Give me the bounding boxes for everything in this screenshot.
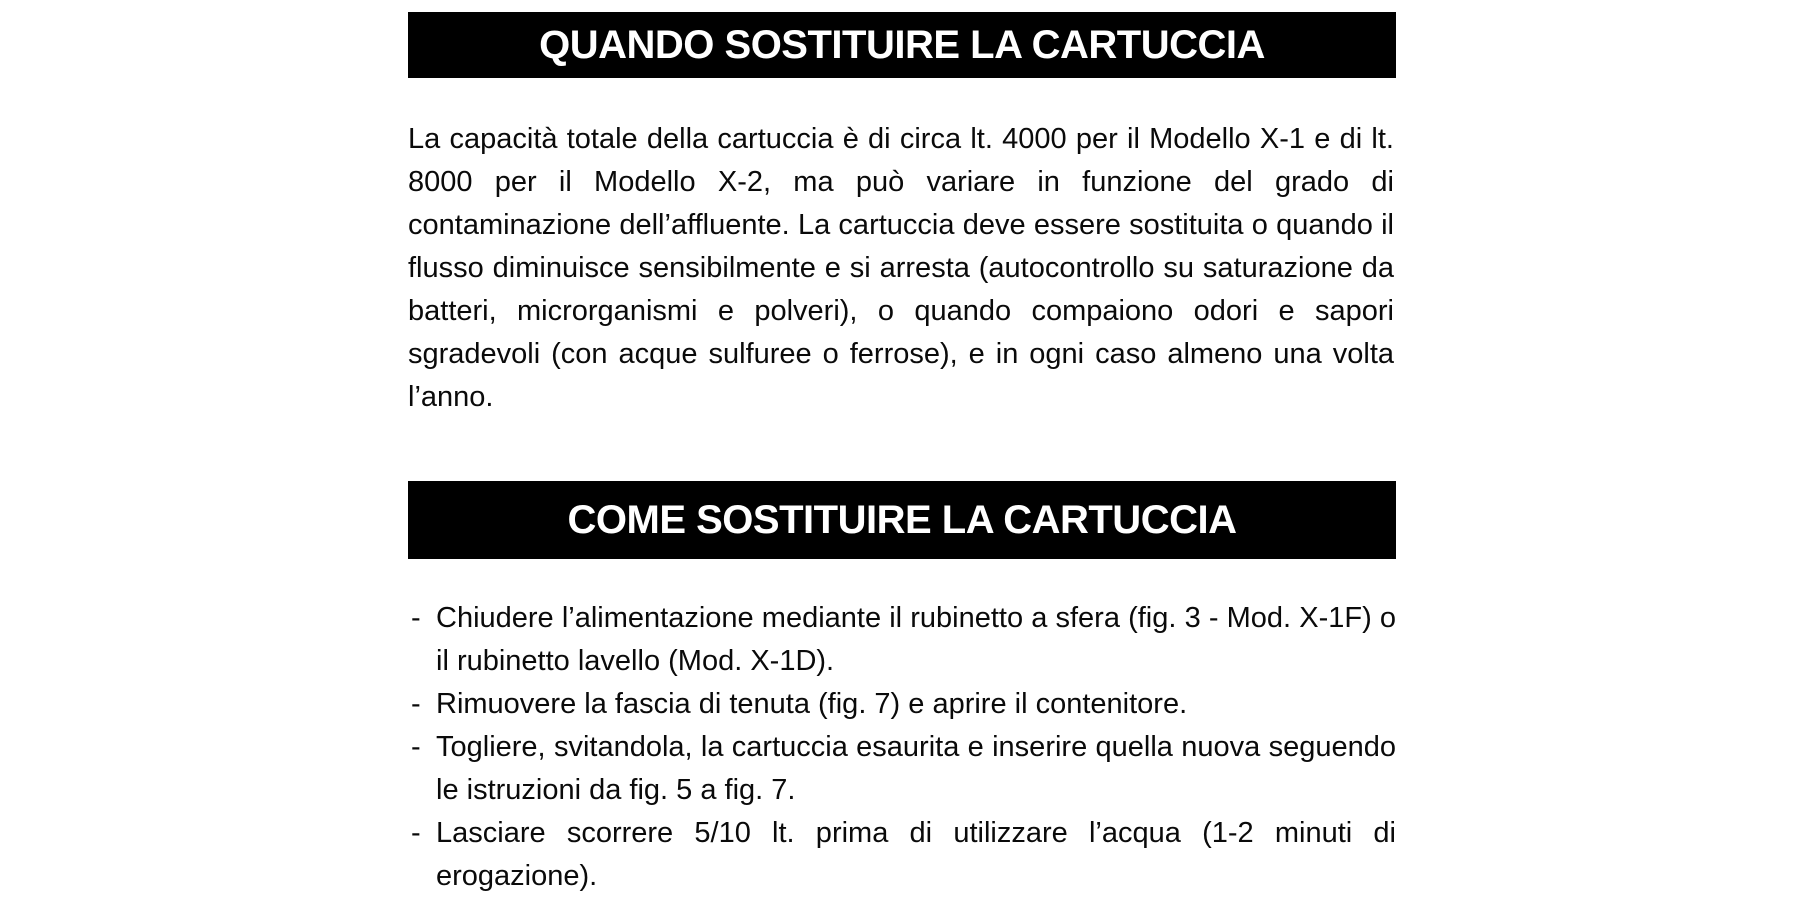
step-flush-water (408, 812, 1396, 898)
step-replace-cartridge (408, 726, 1396, 812)
section-title-when: QUANDO SOSTITUIRE LA CARTUCCIA (408, 12, 1396, 78)
replacement-timing-paragraph: La capacità totale della cartuccia è di circa lt. 4000 per il Modello X-1 e di lt. 8000 per il Modello X-2, ma può variare in funzione del grado di contaminazione dell’affluente. La cartuccia deve essere sostituita o quando il flusso diminuisce sensibilmente e si arresta (autocontrollo su saturazione da batteri, microrganismi e polveri), o quando compaiono odori e sapori sgradevoli (con acque sulfuree o ferrose), e in ogni caso almeno una volta l’anno. (408, 123, 1394, 413)
step-text: Togliere, svitandola, la cartuccia esaurita e inserire quella nuova seguendo le istruzioni da fig. 5 a fig. 7. (436, 731, 1396, 806)
step-text: Chiudere l’alimentazione mediante il rubinetto a sfera (fig. 3 - Mod. X-1F) o il rubinetto lavello (Mod. X-1D). (436, 602, 1396, 677)
bullet-dash: - (411, 817, 421, 849)
section-gap (408, 419, 1396, 481)
instruction-page (408, 0, 1396, 898)
bullet-dash: - (411, 731, 421, 763)
step-text: Lasciare scorrere 5/10 lt. prima di utilizzare l’acqua (1-2 minuti di erogazione). (436, 817, 1396, 892)
bullet-dash: - (411, 602, 421, 634)
step-remove-seal-band (408, 683, 1396, 726)
step-text: Rimuovere la fascia di tenuta (fig. 7) e aprire il contenitore. (436, 688, 1188, 720)
replacement-steps-list (408, 597, 1396, 898)
section-title-how: COME SOSTITUIRE LA CARTUCCIA (408, 481, 1396, 559)
bullet-dash: - (411, 688, 421, 720)
step-close-supply (408, 597, 1396, 683)
